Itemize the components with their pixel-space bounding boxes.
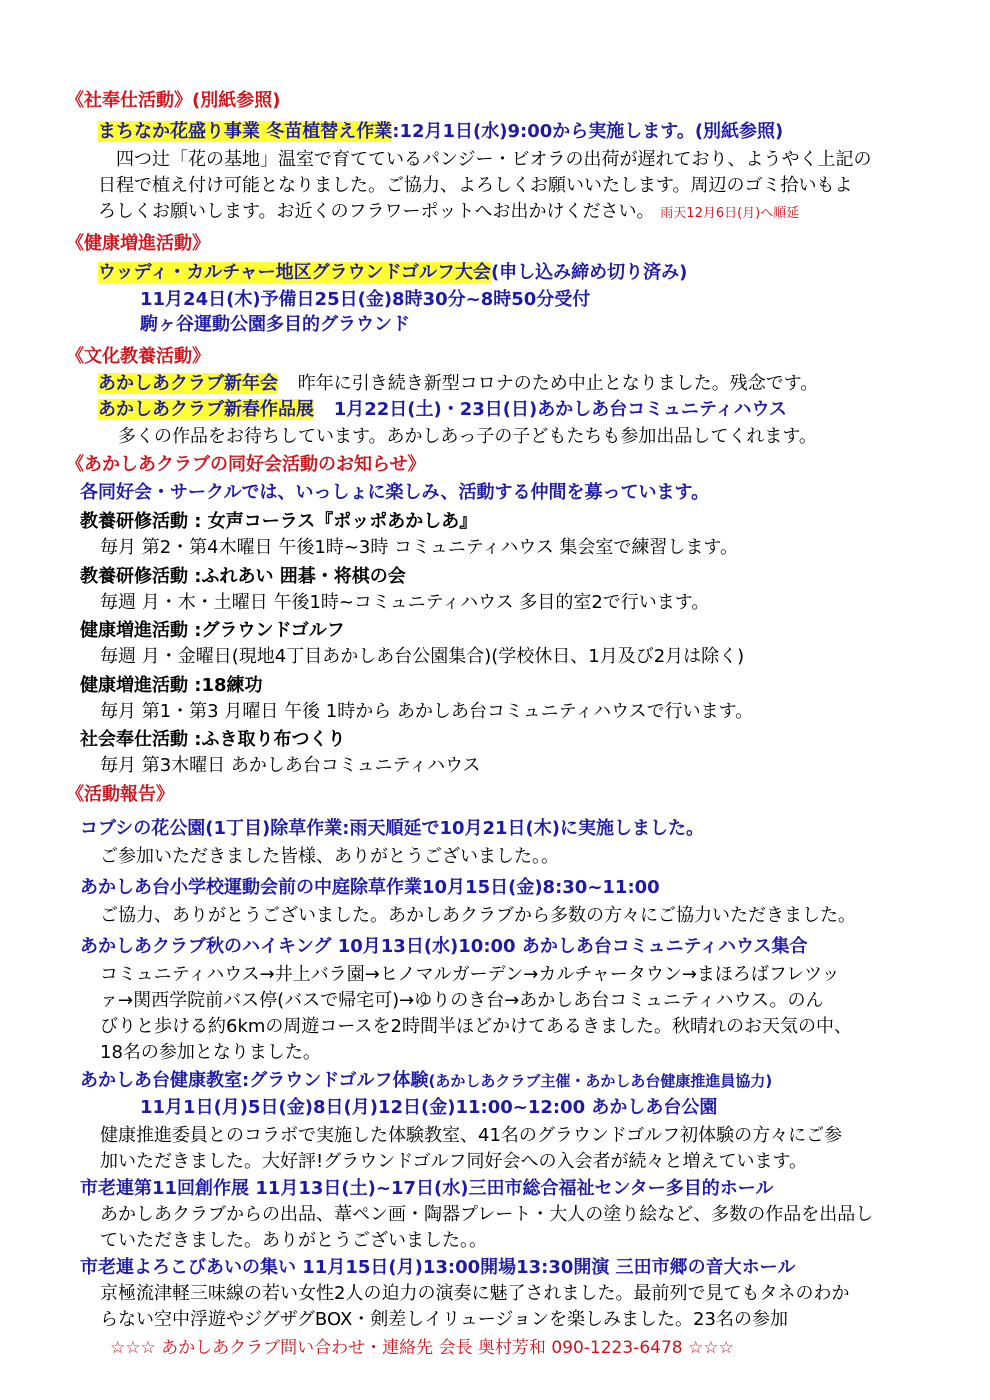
new-year-party-line: [98, 373, 818, 395]
section-heading-social-service: 《社奉仕活動》(別紙参照): [66, 90, 281, 111]
flower-event-body-1: 四つ辻「花の基地」温室で育てているパンジー・ビオラの出荷が遅れており、ようやく上記の: [116, 149, 872, 170]
report-health-class-dates: 11月1日(月)5日(金)8日(月)12日(金)11:00~12:00 あかしあ台公園: [140, 1097, 718, 1118]
report-health-class-sub: (あかしあクラブ主催・あかしあ台健康推進員協力): [428, 1072, 773, 1090]
ground-golf-date: 11月24日(木)予備日25日(金)8時30分~8時50分受付: [140, 289, 591, 310]
section-heading-reports: 《活動報告》: [66, 784, 174, 805]
art-exhibit-title: あかしあクラブ新春作品展: [98, 399, 314, 420]
club-item-detail: 毎週 月・木・土曜日 午後1時~コミュニティハウス 多目的室2で行います。: [100, 592, 710, 613]
flower-event-body-2: 日程で植え付け可能となりました。ご協力、よろしくお願いいたします。周辺のゴミ拾いもよ: [98, 175, 853, 196]
club-item-detail: 毎月 第2・第4木曜日 午後1時~3時 コミュニティハウス 集会室で練習します。: [100, 537, 738, 558]
report-gathering-body-2: らない空中浮遊やジグザグBOX・剣差しイリュージョンを楽しみました。23名の参加: [100, 1309, 788, 1330]
report-art-show-body-1: あかしあクラブからの出品、葦ペン画・陶器プレート・大人の塗り絵など、多数の作品を出品し: [100, 1204, 874, 1225]
flower-event-body-3: ろしくお願いします。お近くのフラワーポットへお出かけください。: [98, 201, 655, 222]
club-item-title: 健康増進活動 :グラウンドゴルフ: [80, 620, 345, 641]
section-heading-clubs: 《あかしあクラブの同好会活動のお知らせ》: [66, 454, 426, 475]
report-health-class-body-1: 健康推進委員とのコラボで実施した体験教室、41名のグラウンドゴルフ初体験の方々にご参: [100, 1125, 843, 1146]
new-year-party-title: あかしあクラブ新年会: [98, 373, 278, 394]
clubs-intro: 各同好会・サークルでは、いっしょに楽しみ、活動する仲間を募っています。: [80, 482, 710, 503]
flower-event-line: [98, 121, 783, 143]
flower-event-title: まちなか花盛り事業 冬苗植替え作業: [98, 121, 393, 142]
flower-event-body-3-line: [98, 201, 799, 225]
ground-golf-note: (申し込み締め切り済み): [490, 262, 688, 283]
ground-golf-title-line: [98, 262, 687, 284]
rain-date-note: 雨天12月6日(月)へ順延: [660, 206, 800, 221]
report-health-class-body-2: 加いただきました。大好評!グラウンドゴルフ同好会への入会者が続々と増えています。: [100, 1151, 808, 1172]
report-school-weeding-body: ご協力、ありがとうございました。あかしあクラブから多数の方々にご協力いただきました。: [100, 905, 856, 926]
art-exhibit-body: 多くの作品をお待ちしています。あかしあっ子の子どもたちも参加出品してくれます。: [118, 426, 817, 447]
section-heading-health: 《健康増進活動》: [66, 233, 210, 254]
new-year-party-body: 昨年に引き続き新型コロナのため中止となりました。残念です。: [297, 373, 819, 394]
art-exhibit-date: 1月22日(土)・23日(日)あかしあ台コミュニティハウス: [333, 399, 787, 420]
report-art-show-title: 市老連第11回創作展 11月13日(土)~17日(水)三田市総合福祉センター多目的ホール: [80, 1178, 774, 1199]
art-exhibit-line: [98, 399, 787, 421]
club-item-detail: 毎週 月・金曜日(現地4丁目あかしあ台公園集合)(学校休日、1月及び2月は除く): [100, 646, 745, 667]
report-hiking-body-4: 18名の参加となりました。: [100, 1042, 321, 1063]
report-health-class-title-line: [80, 1070, 772, 1092]
club-item-title: 社会奉仕活動 :ふき取り布つくり: [80, 729, 346, 750]
report-health-class-title: あかしあ台健康教室:グラウンドゴルフ体験: [80, 1070, 429, 1091]
report-school-weeding-title: あかしあ台小学校運動会前の中庭除草作業10月15日(金)8:30~11:00: [80, 877, 660, 898]
section-heading-culture: 《文化教養活動》: [66, 346, 210, 367]
report-hiking-body-1: コミュニティハウス→井上バラ園→ヒノマルガーデン→カルチャータウン→まほろばフレツッ: [100, 964, 840, 985]
report-hiking-body-2: ァ→関西学院前バス停(バスで帰宅可)→ゆりのき台→あかしあ台コミュニティハウス。のん: [100, 990, 824, 1011]
report-gathering-title: 市老連よろこびあいの集い 11月15日(月)13:00開場13:30開演 三田市郷の音大ホール: [80, 1257, 796, 1278]
report-hiking-title: あかしあクラブ秋のハイキング 10月13日(水)10:00 あかしあ台コミュニティハウス集合: [80, 936, 808, 957]
ground-golf-venue: 駒ヶ谷運動公園多目的グラウンド: [140, 314, 410, 335]
contact-footer: ☆☆☆ あかしあクラブ問い合わせ・連絡先 会長 奥村芳和 090-1223-6478 ☆☆☆: [110, 1338, 734, 1358]
club-item-title: 健康増進活動 :18練功: [80, 675, 263, 696]
report-art-show-body-2: ていただきました。ありがとうございました。。: [100, 1230, 487, 1251]
club-item-title: 教養研修活動 :ふれあい 囲碁・将棋の会: [80, 566, 406, 587]
report-weeding-title: コブシの花公園(1丁目)除草作業:雨天順延で10月21日(木)に実施しました。: [80, 818, 705, 839]
flower-event-date: :12月1日(水)9:00から実施します。(別紙参照): [392, 121, 784, 142]
report-weeding-body: ご参加いただきました皆様、ありがとうございました。。: [100, 846, 559, 867]
ground-golf-title: ウッディ・カルチャー地区グラウンドゴルフ大会: [98, 262, 491, 283]
club-item-title: 教養研修活動 : 女声コーラス『ポッポあかしあ』: [80, 511, 478, 532]
report-gathering-body-1: 京極流津軽三味線の若い女性2人の迫力の演奏に魅了されました。最前列で見てもタネのわか: [100, 1283, 850, 1304]
report-hiking-body-3: びりと歩ける約6kmの周遊コースを2時間半ほどかけてあるきました。秋晴れのお天気の中、: [100, 1016, 852, 1037]
club-item-detail: 毎月 第1・第3 月曜日 午後 1時から あかしあ台コミュニティハウスで行います。: [100, 701, 754, 722]
club-item-detail: 毎月 第3木曜日 あかしあ台コミュニティハウス: [100, 755, 481, 776]
